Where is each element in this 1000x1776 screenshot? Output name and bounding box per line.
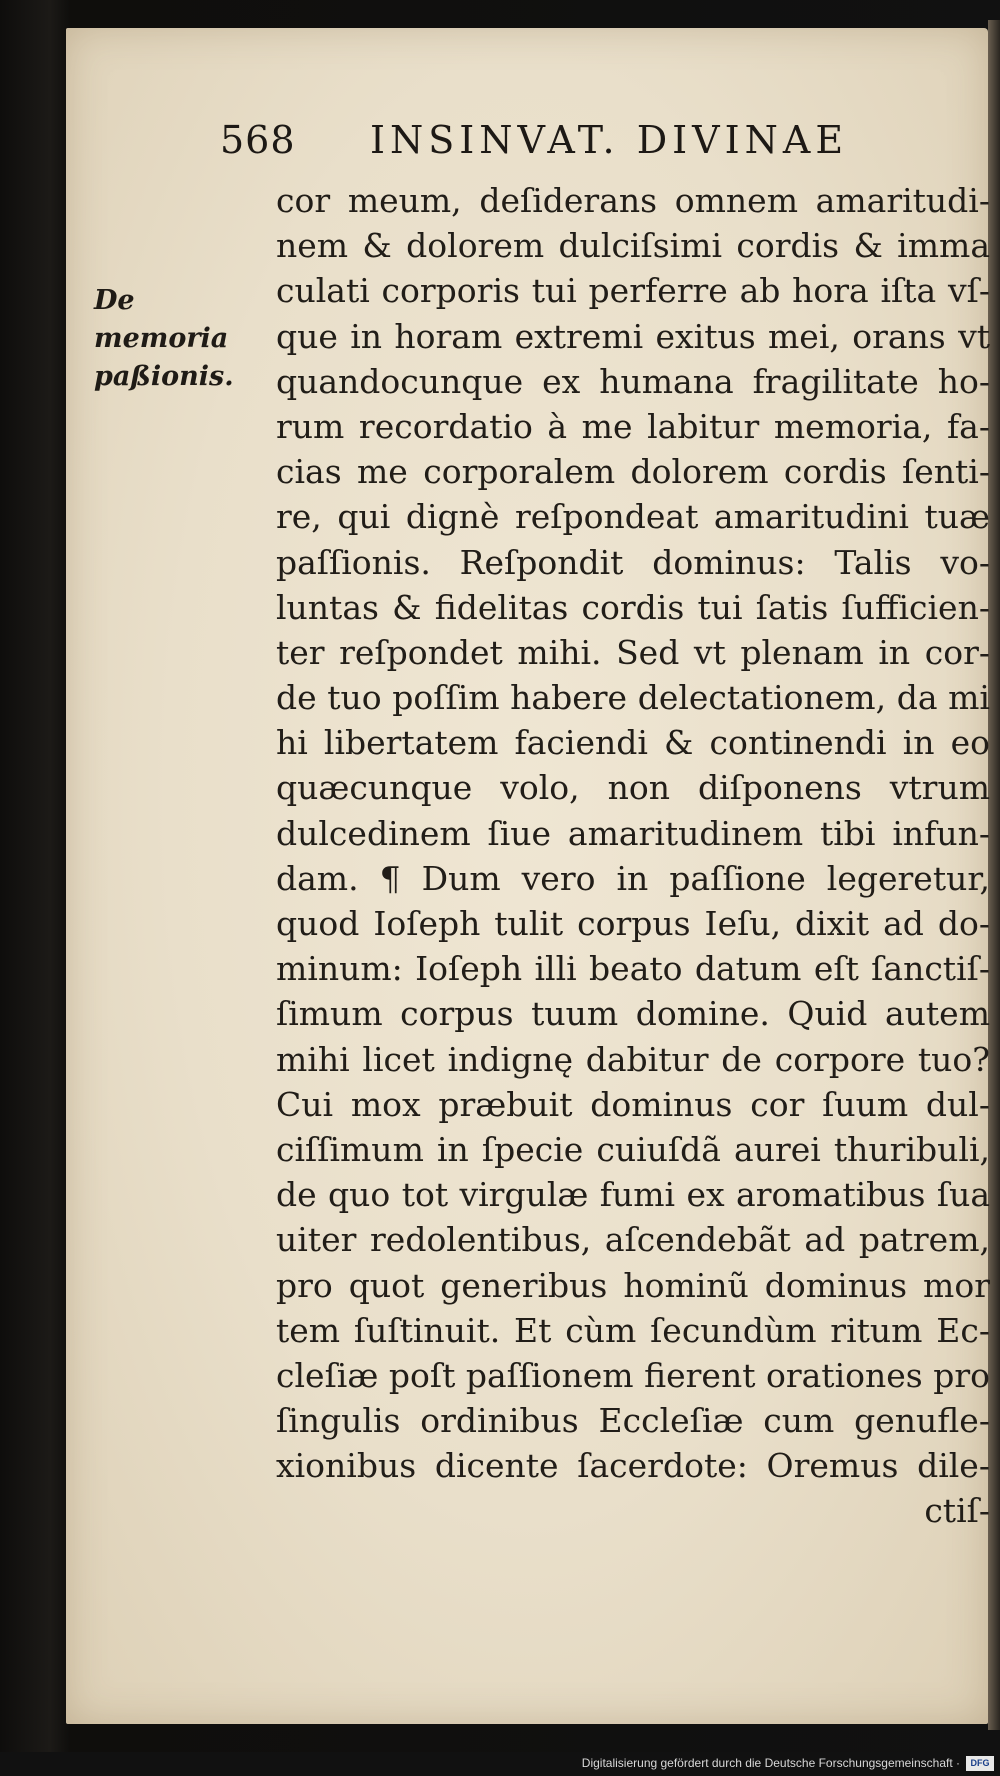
text-line: rum recordatio à me labitur memoria, fa-: [276, 406, 990, 446]
text-line: ciſſimum in ſpecie cuiuſdã aurei thuribuli,: [276, 1129, 990, 1169]
text-line: ter reſpondet mihi. Sed vt plenam in cor-: [276, 632, 990, 672]
text-line: de quo tot virgulæ fumi ex aromatibus ſua: [276, 1175, 990, 1215]
text-line: re, qui dignè reſpondeat amaritudini tuæ: [276, 497, 990, 537]
text-line: cor meum, deſiderans omnem amaritudi-: [276, 181, 990, 220]
text-line: quod Ioſeph tulit corpus Ieſu, dixit ad do-: [276, 904, 990, 943]
margin-note-line: paßionis.: [94, 361, 234, 392]
text-line: cleſiæ poſt paſſionem fierent orationes pro: [276, 1355, 990, 1395]
page-header: [220, 118, 980, 168]
text-line: mihi licet indignę dabitur de corpore tuo?: [276, 1039, 990, 1079]
margin-note: [94, 282, 274, 396]
margin-note-line: De memoria: [94, 285, 229, 354]
text-line: Cui mox præbuit dominus cor ſuum dul-: [276, 1084, 990, 1124]
page-number: 568: [220, 118, 296, 162]
body-text: [276, 178, 990, 1534]
running-head: INSINVAT. DIVINAE: [370, 118, 849, 162]
digitization-footer: [0, 1752, 1000, 1776]
text-line: pro quot generibus hominũ dominus mor: [276, 1265, 990, 1305]
text-line: cias me corporalem dolorem cordis ſenti-: [276, 452, 990, 492]
text-line: dulcedinem ſiue amaritudinem tibi infun-: [276, 813, 990, 853]
text-line: minum: Ioſeph illi beato datum eſt ſanctiſ-: [276, 949, 990, 989]
footer-credit: Digitalisierung gefördert durch die Deutsche Forschungsgemeinschaft ·: [581, 1756, 960, 1770]
text-line: ſingulis ordinibus Eccleſiæ cum genufle-: [276, 1401, 990, 1441]
text-line: tem ſuſtinuit. Et cùm ſecundùm ritum Ec-: [276, 1310, 990, 1350]
text-line: paſſionis. Reſpondit dominus: Talis vo-: [276, 542, 990, 582]
text-line: culati corporis tui perferre ab hora iſta vſ-: [276, 271, 990, 311]
text-line: luntas & fidelitas cordis tui ſatis ſufficien-: [276, 587, 990, 627]
text-line: nem & dolorem dulciſsimi cordis & imma: [276, 226, 990, 266]
catchword: ctiſ-: [924, 1491, 990, 1531]
text-line: que in horam extremi exitus mei, orans vt: [276, 316, 990, 356]
text-line: uiter redolentibus, aſcendebãt ad patrem,: [276, 1220, 990, 1260]
text-line: quæcunque volo, non diſponens vtrum: [276, 768, 990, 808]
text-line: ſimum corpus tuum domine. Quid autem: [276, 994, 990, 1034]
text-line: dam. ¶ Dum vero in paſſione legeretur,: [276, 858, 990, 898]
text-line: hi libertatem faciendi & continendi in eo: [276, 723, 990, 763]
text-line: xionibus dicente ſacerdote: Oremus dile-: [276, 1446, 990, 1486]
dfg-logo-icon: DFG: [966, 1756, 994, 1771]
text-line: quandocunque ex humana fragilitate ho-: [276, 361, 990, 401]
text-line: de tuo poſſim habere delectationem, da mi: [276, 678, 990, 718]
